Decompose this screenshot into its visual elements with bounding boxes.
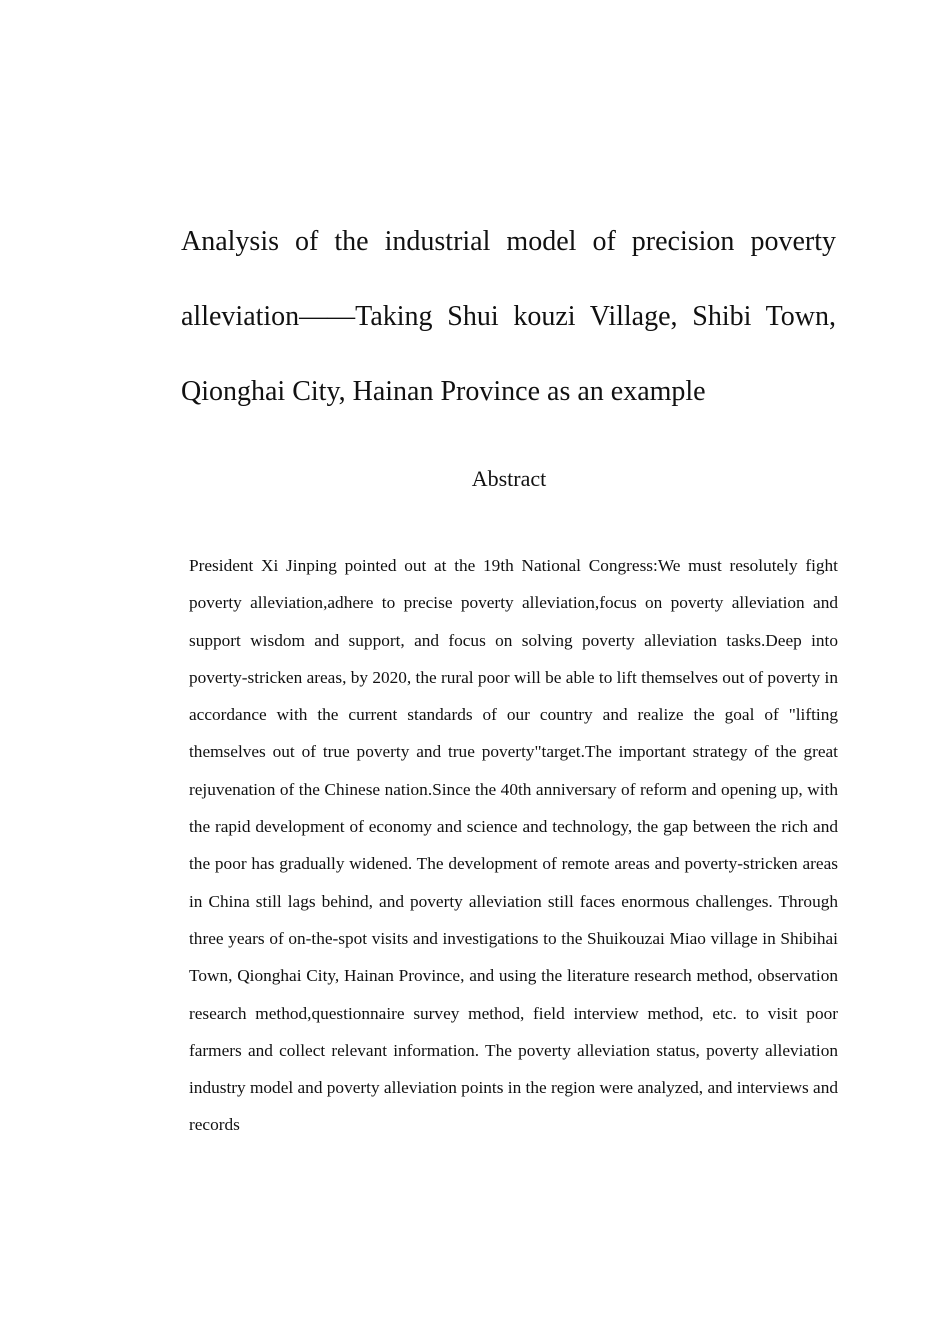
document-title: Analysis of the industrial model of precision poverty alleviation——Taking Shui kouzi Village, Shibi Town, Qionghai City, Hainan Province as an example bbox=[181, 226, 836, 407]
abstract-heading: Abstract bbox=[471, 466, 547, 491]
abstract-body: President Xi Jinping pointed out at the 19th National Congress:We must resolutely fight poverty alleviation,adhere to precise poverty alleviation,focus on poverty alleviation and support wisdom and support, and focus on solving poverty alleviation tasks.Deep into poverty-stricken areas, by 2020, the rural poor will be able to lift themselves out of poverty in accordance with the current standards of our country and realize the goal of "lifting themselves out of true poverty and true poverty"target.The important strategy of the great rejuvenation of the Chinese nation.Since the 40th anniversary of reform and opening up, with the rapid development of economy and science and technology, the gap between the rich and the poor has gradually widened. The development of remote areas and poverty-stricken areas in China still lags behind, and poverty alleviation still faces enormous challenges. Through three years of on-the-spot visits and investigations to the Shuikouzai Miao village in Shibihai Town, Qionghai City, Hainan Province, and using the literature research method, observation research method,questionnaire survey method, field interview method, etc. to visit poor farmers and collect relevant information. The poverty alleviation status, poverty alleviation industry model and poverty alleviation points in the region were analyzed, and interviews and records bbox=[189, 556, 838, 1135]
